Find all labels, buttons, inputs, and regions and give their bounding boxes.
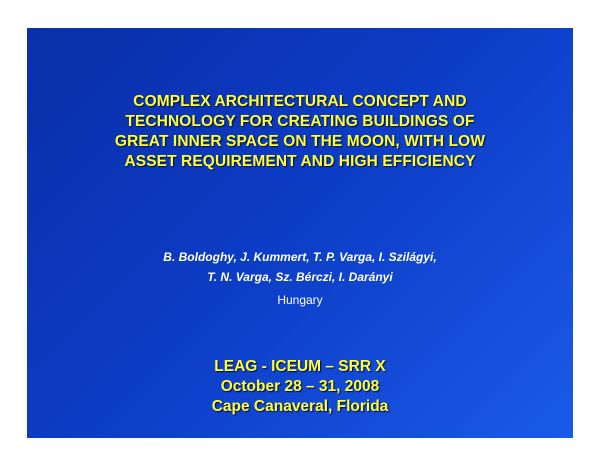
title-line: ASSET REQUIREMENT AND HIGH EFFICIENCY [124,153,476,170]
conference-location: Cape Canaveral, Florida [211,398,389,415]
title-line: COMPLEX ARCHITECTURAL CONCEPT AND [133,93,467,110]
conference-info [27,357,573,417]
presentation-slide [27,28,573,438]
slide-title [27,92,573,172]
conference-dates: October 28 – 31, 2008 [220,378,380,395]
title-line: TECHNOLOGY FOR CREATING BUILDINGS OF [125,113,475,130]
author-country: Hungary [277,293,323,307]
authors-line: B. Boldoghy, J. Kummert, T. P. Varga, I. Szilágyi, [163,250,437,264]
title-line: GREAT INNER SPACE ON THE MOON, WITH LOW [114,133,486,150]
authors-line: T. N. Varga, Sz. Bérczi, I. Darányi [207,270,393,284]
conference-name: LEAG - ICEUM – SRR X [214,358,386,375]
author-list [27,247,573,287]
